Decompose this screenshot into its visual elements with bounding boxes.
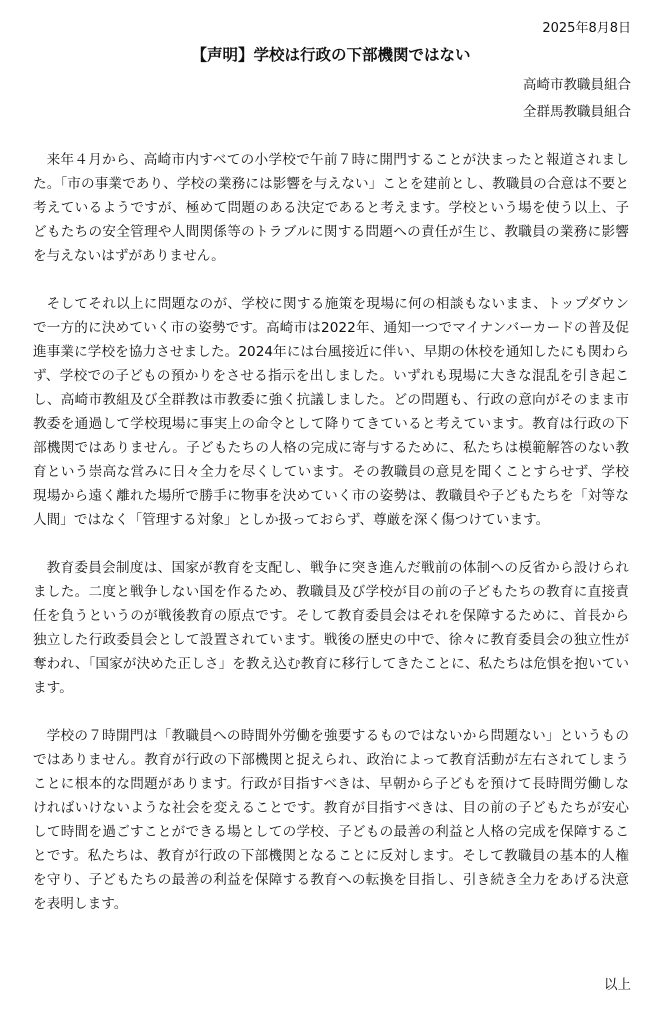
body-paragraph: 学校の７時開門は「教職員への時間外労働を強要するものではないから問題ない」というものではありません。教育が行政の下部機関と捉えられ、政治によって教育活動が左右されてしまうことに根本的な問題があります。行政が目指すべきは、早朝から子どもを預けて長時間労働しなければいけないような社会を変えることです。教育が目指すべきは、目の前の子どもたちが安心して時間を過ごすことができる場としての学校、子どもの最善の利益と人格の完成を保障することです。私たちは、教育が行政の下部機関となることに反対します。そして教職員の基本的人権を守り、子どもたちの最善の利益を保障する教育への転換を目指し、引き続き全力をあげる決意を表明します。 (33, 728, 629, 912)
author-block (523, 72, 631, 126)
statement-title: 【声明】学校は行政の下部機関ではない (191, 46, 471, 64)
body-paragraph: 教育委員会制度は、国家が教育を支配し、戦争に突き進んだ戦前の体制への反省から設けられました。二度と戦争しない国を作るため、教職員及び学校が目の前の子どもたちの教育に直接責任を負うというのが戦後教育の原点です。そして教育委員会はそれを保障するために、首長から独立した行政委員会として設置されています。戦後の歴史の中で、徐々に教育委員会の独立性が奪われ、「国家が決めた正しさ」を教え込む教育に移行してきたことに、私たちは危惧を抱いています。 (33, 560, 629, 696)
body-paragraph: 来年４月から、高崎市内すべての小学校で午前７時に開門することが決まったと報道されました。「市の事業であり、学校の業務には影響を与えない」ことを建前とし、教職員の合意は不要と考えているようですが、極めて問題のある決定であると考えます。学校という場を使う以上、子どもたちの安全管理や人間関係等のトラブルに関する問題への責任が生じ、教職員の業務に影響を与えないはずがありません。 (33, 152, 629, 264)
closing-mark: 以上 (604, 977, 631, 993)
author-line: 全群馬教職員組合 (523, 104, 631, 120)
author-line: 高崎市教職員組合 (523, 77, 631, 93)
statement-body (33, 148, 629, 916)
statement-date: 2025年8月8日 (542, 21, 631, 36)
body-paragraph: そしてそれ以上に問題なのが、学校に関する施策を現場に何の相談もないまま、トップダウンで一方的に決めていく市の姿勢です。高崎市は2022年、通知一つでマイナンバーカードの普及促進事業に学校を協力させました。2024年には台風接近に伴い、早期の休校を通知したにも関わらず、学校での子どもの預かりをさせる指示を出しました。いずれも現場に大きな混乱を引き起こし、高崎市教組及び全群教は市教委に強く抗議しました。どの問題も、行政の意向がそのまま市教委を通過して学校現場に事実上の命令として降りてきていると考えています。教育は行政の下部機関ではありません。子どもたちの人格の完成に寄与するために、私たちは模範解答のない教育という崇高な営みに日々全力を尽くしています。その教職員の意見を聞くことすらせず、学校現場から遠く離れた場所で勝手に物事を決めていく市の姿勢は、教職員や子どもたちを「対等な人間」ではなく「管理する対象」としか扱っておらず、尊厳を深く傷つけています。 (33, 296, 629, 528)
